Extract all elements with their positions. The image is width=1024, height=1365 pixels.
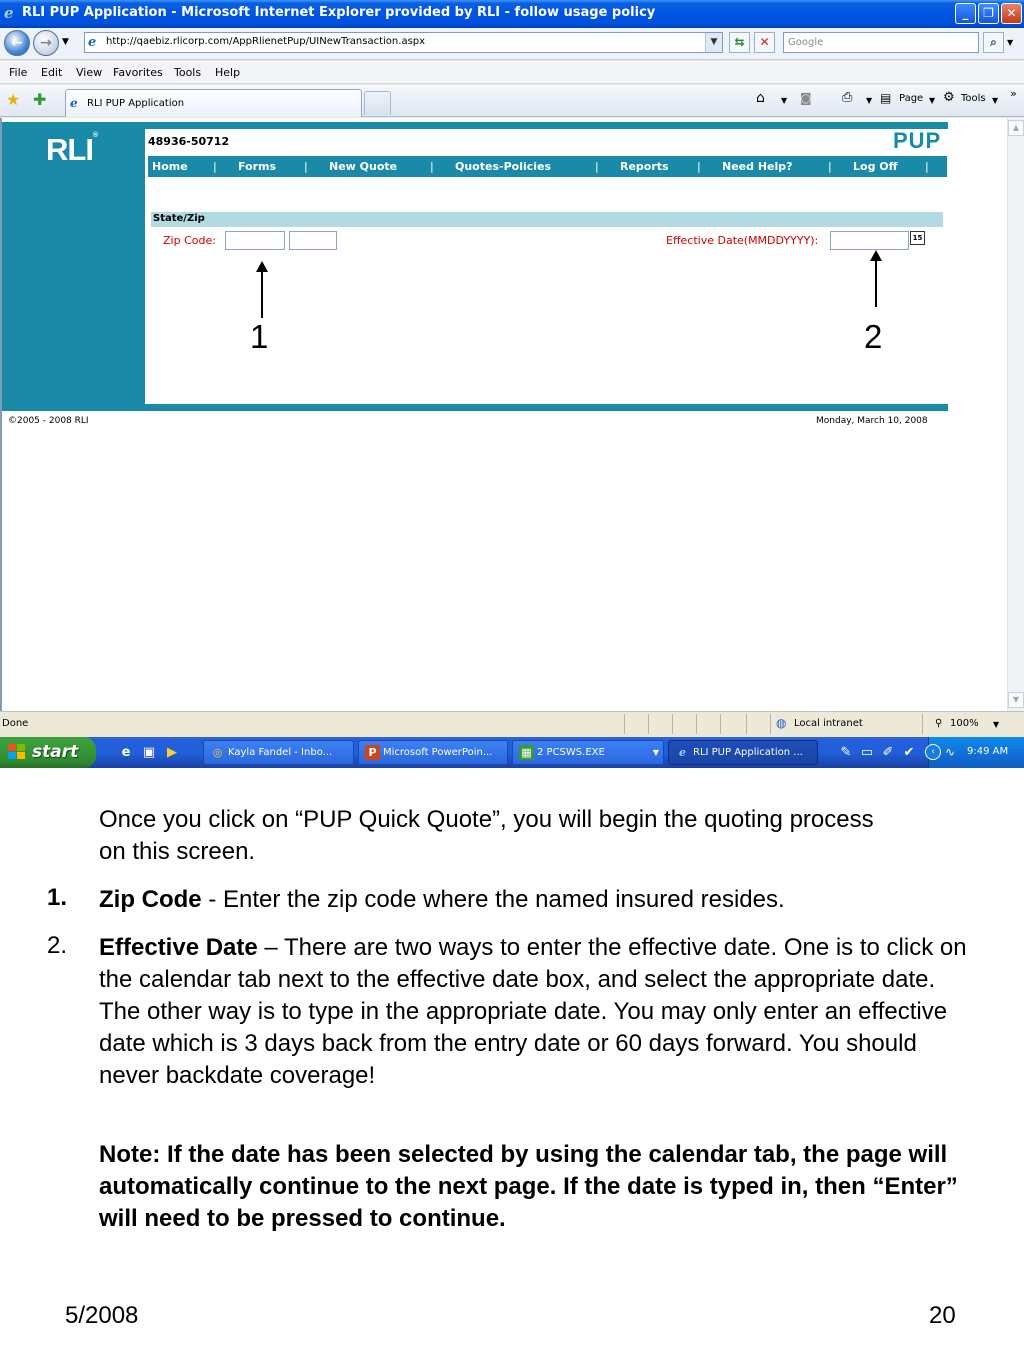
intranet-zone-icon: ◍ [776,716,787,730]
scroll-down-icon[interactable]: ▼ [1008,692,1024,708]
refresh-icon: ⇆ [734,35,745,49]
stop-button[interactable] [754,32,775,53]
maximize-button[interactable] [978,3,999,24]
system-tray [928,737,1024,768]
search-options-icon[interactable]: ▼ [1007,38,1014,47]
tools-dropdown-icon[interactable]: ▼ [992,96,999,105]
menu-bar [0,61,1024,84]
start-label: start [32,742,79,762]
tray-pen-icon[interactable]: ✎ [840,745,852,760]
slide-number: 20 [929,1302,956,1329]
tray-edit-icon[interactable]: ✐ [882,745,894,760]
tray-audio-icon[interactable]: ∿ [945,745,956,759]
menu-tools[interactable]: Tools [174,66,202,79]
menu-help[interactable]: Help [215,66,241,79]
ie-page-icon: e [70,96,78,110]
menu-edit[interactable]: Edit [41,66,63,79]
favorites-star-icon[interactable]: ★ [6,90,21,109]
status-divider [720,714,721,734]
zoom-icon[interactable]: ⚲ [935,718,943,729]
zip-extension-input[interactable] [289,231,337,250]
nav-separator: | [595,160,599,173]
minimize-icon: _ [962,6,969,20]
back-arrow-icon: ← [11,35,23,51]
intro-paragraph: Once you click on “PUP Quick Quote”, you will begin the quoting process on this screen. [99,806,874,865]
list-number-2: 2. [47,932,68,959]
search-icon: ⌕ [990,35,997,49]
callout-arrow-2 [866,249,886,309]
close-button[interactable] [1001,3,1022,24]
search-button[interactable] [983,32,1004,53]
effective-date-label: Effective Date(MMDDYYYY): [666,234,819,247]
add-favorite-icon[interactable]: ✚ [33,90,47,109]
callout-number-1: 1 [250,318,269,355]
callout-number-2: 2 [864,318,883,355]
menu-favorites[interactable]: Favorites [113,66,163,79]
tab-rli-pup-application[interactable] [65,89,362,117]
forward-button[interactable] [33,30,59,56]
tab-label: RLI PUP Application [87,98,185,109]
tab-bar [0,85,1024,117]
page-icon: e [88,35,97,50]
desktop-quicklaunch-icon[interactable]: ▣ [142,745,156,760]
task-label: Microsoft PowerPoin... [383,747,493,758]
current-date: Monday, March 10, 2008 [816,416,928,426]
address-url: http://qaebiz.rlicorp.com/AppRlienetPup/UINewTransaction.aspx [106,36,426,47]
tray-tablet-icon[interactable]: ▭ [860,745,874,760]
status-bar [0,711,1024,737]
tray-check-icon[interactable]: ✔ [903,745,915,760]
search-input[interactable] [783,32,979,53]
zoom-level[interactable]: 100% [950,718,979,729]
menu-view[interactable]: View [76,66,103,79]
status-divider [624,714,625,734]
media-player-icon[interactable]: ▶ [167,745,177,760]
pcsws-icon: ▦ [519,745,534,760]
page-menu-button[interactable]: Page [899,93,924,104]
zip-code-label: Zip Code: [163,234,216,247]
task-group-dropdown-icon[interactable]: ▼ [652,748,659,757]
status-text: Done [2,718,29,729]
ie-icon: e [4,4,14,22]
item-text: - Enter the zip code where the named insured resides. [201,886,785,913]
back-button[interactable] [4,30,30,56]
ie-icon: e [679,746,686,759]
windows-taskbar [0,737,1024,768]
minimize-button[interactable] [955,3,976,24]
nav-separator: | [697,160,701,173]
toolbar-overflow-icon[interactable]: » [1010,87,1017,100]
status-divider [922,714,923,734]
pup-logo: PUP [893,128,942,153]
rli-nav-bar [148,156,947,177]
effective-date-input[interactable] [830,231,909,250]
account-id: 48936-50712 [148,135,230,148]
nav-log-off[interactable]: Log Off [853,160,898,173]
tray-expand-icon[interactable]: ‹ [925,744,941,760]
feeds-icon[interactable]: ◙ [800,91,812,105]
section-title: State/Zip [153,213,205,224]
close-icon: ✕ [1006,6,1017,20]
vertical-scrollbar[interactable] [1007,118,1024,711]
zoom-dropdown-icon[interactable]: ▼ [993,720,1000,729]
nav-separator: | [828,160,832,173]
print-dropdown-icon[interactable]: ▼ [866,96,873,105]
gear-icon: ⚙ [943,90,955,105]
nav-separator: | [925,160,929,173]
refresh-button[interactable] [729,32,750,53]
powerpoint-icon: P [365,745,380,760]
status-divider [746,714,747,734]
outlook-icon: ◎ [212,746,223,759]
ie-quicklaunch-icon[interactable]: e [121,745,131,760]
search-placeholder: Google [788,37,824,48]
task-label: RLI PUP Application ... [693,747,803,758]
note-paragraph: Note: If the date has been selected by using the calendar tab, the page will automatically continue to the next page. If the date is typed in, then “Enter” will need to be pressed to continue. [99,1141,958,1232]
address-toolbar [0,28,1024,60]
rli-logo: RLI® [46,132,99,167]
status-divider [696,714,697,734]
page-dropdown-icon[interactable]: ▼ [929,96,936,105]
nav-forms[interactable]: Forms [238,160,277,173]
callout-arrow-1 [252,260,272,320]
maximize-icon: ❐ [983,6,994,20]
task-powerpoint[interactable] [358,740,508,765]
nav-separator: | [430,160,434,173]
nav-new-quote[interactable]: New Quote [329,160,398,173]
task-rli-pup-ie[interactable] [668,740,818,765]
stop-icon: ✕ [759,35,770,49]
forward-arrow-icon: → [40,35,52,51]
footer-date: 5/2008 [65,1302,139,1329]
menu-file[interactable]: File [9,66,28,79]
status-divider [672,714,673,734]
window-title-bar [0,0,1024,28]
page-menu-icon: ▤ [880,91,892,105]
windows-flag-svg [8,744,26,761]
home-dropdown-icon[interactable]: ▼ [781,96,788,105]
print-icon[interactable]: ⎙ [842,90,853,105]
nav-reports[interactable]: Reports [620,160,669,173]
status-divider [770,714,771,734]
nav-separator: | [213,160,217,173]
nav-home[interactable]: Home [152,160,188,173]
calendar-icon[interactable]: 15 [910,231,925,245]
home-icon[interactable]: ⌂ [756,90,765,106]
task-outlook[interactable] [203,740,354,765]
status-divider [648,714,649,734]
scroll-up-icon[interactable]: ▲ [1008,120,1024,136]
window-title: RLI PUP Application - Microsoft Internet Explorer provided by RLI - follow usage policy [22,5,656,20]
item-title: Zip Code [99,886,202,913]
security-zone-text: Local intranet [794,718,863,729]
tools-menu-button[interactable]: Tools [961,93,986,104]
task-pcsws[interactable] [512,740,664,765]
address-dropdown-icon[interactable]: ▼ [705,33,722,52]
nav-need-help[interactable]: Need Help? [722,160,793,173]
list-number-1: 1. [47,884,68,911]
clock[interactable]: 9:49 AM [967,746,1009,757]
start-button[interactable] [0,737,96,768]
list-item-effective-date [99,932,969,1092]
list-item-zip-code [99,884,979,916]
zip-code-input[interactable] [225,231,285,250]
task-label: 2 PCSWS.EXE [537,747,605,758]
item-title: Effective Date [99,934,258,961]
nav-quotes-policies[interactable]: Quotes-Policies [455,160,552,173]
windows-flag-icon [8,744,26,761]
item-text: – There are two ways to enter the effective date. One is to click on the calendar tab next to the effective date box, and select the appropriate date. The other way is to type in the appropriate date. You may only enter an effective date which is 3 days back from the entry date or 60 days forward. You should never backdate coverage! [99,934,967,1089]
copyright-text: ©2005 - 2008 RLI [8,416,89,426]
nav-separator: | [304,160,308,173]
state-zip-section-header [151,212,943,227]
new-tab-button[interactable] [364,91,391,115]
history-dropdown-icon[interactable]: ▼ [62,37,69,47]
address-input[interactable] [84,32,723,53]
task-label: Kayla Fandel - Inbo... [228,747,333,758]
